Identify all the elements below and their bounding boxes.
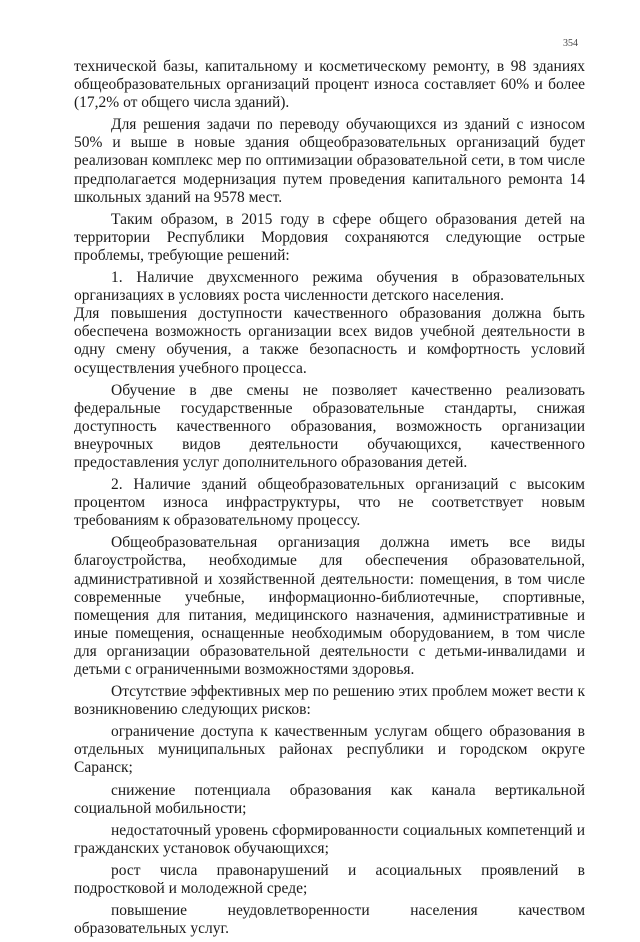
risk-item-2: снижение потенциала образования как канала вертикальной социальной мобильности;: [74, 781, 585, 817]
paragraph-3: Таким образом, в 2015 году в сфере общего образования детей на территории Республики Мордовия сохраняются следующие острые проблемы, требующие решений:: [74, 210, 585, 264]
problem-2-heading: 2. Наличие зданий общеобразовательных организаций с высоким процентом износа инфраструктуры, что не соответствует новым требованиям к образовательному процессу.: [74, 476, 585, 530]
risks-intro: Отсутствие эффективных мер по решению этих проблем может вести к возникновению следующих рисков:: [74, 683, 585, 719]
paragraph-1: технической базы, капитальному и косметическому ремонту, в 98 зданиях общеобразовательных организаций процент износа составляет 60% и более (17,2% от общего числа зданий).: [74, 58, 585, 112]
paragraph-6: Обучение в две смены не позволяет качественно реализовать федеральные государственные образовательные стандарты, снижая доступность качественного образования, возможность организации внеурочных видов деятельности обучающихся, качественного предоставления услуг дополнительного образования детей.: [74, 381, 585, 471]
document-body: [74, 58, 585, 942]
risk-item-5: повышение неудовлетворенности населения качеством образовательных услуг.: [74, 902, 585, 938]
page-number: 354: [563, 38, 578, 49]
problem-1-heading: 1. Наличие двухсменного режима обучения в образовательных организациях в условиях роста численности детского населения.: [74, 269, 585, 305]
risk-item-1: ограничение доступа к качественным услугам общего образования в отдельных муниципальных районах республики и городском округе Саранск;: [74, 723, 585, 777]
risk-item-4: рост числа правонарушений и асоциальных проявлений в подростковой и молодежной среде;: [74, 861, 585, 898]
paragraph-8: Общеобразовательная организация должна иметь все виды благоустройства, необходимые для обеспечения образовательной, административной и хозяйственной деятельности: помещения, в том числе современные учебные, информационно-библиотечные, спортивные, помещения для питания, медицинского назначения, административные и иные помещения, оснащенные необходимым оборудованием, в том числе для организации образовательной деятельности с детьми-инвалидами и детьми с ограниченными возможностями здоровья.: [74, 534, 585, 678]
paragraph-5: Для повышения доступности качественного образования должна быть обеспечена возможность организации всех видов учебной деятельности в одну смену обучения, а также безопасность и комфортность условий осуществления учебного процесса.: [74, 305, 585, 377]
risk-item-3: недостаточный уровень сформированности социальных компетенций и гражданских установок обучающихся;: [74, 821, 585, 857]
paragraph-2: Для решения задачи по переводу обучающихся из зданий с износом 50% и выше в новые здания общеобразовательных организаций будет реализован комплекс мер по оптимизации образовательной сети, в том числе предполагается модернизация путем проведения капитального ремонта 14 школьных зданий на 9578 мест.: [74, 116, 585, 206]
